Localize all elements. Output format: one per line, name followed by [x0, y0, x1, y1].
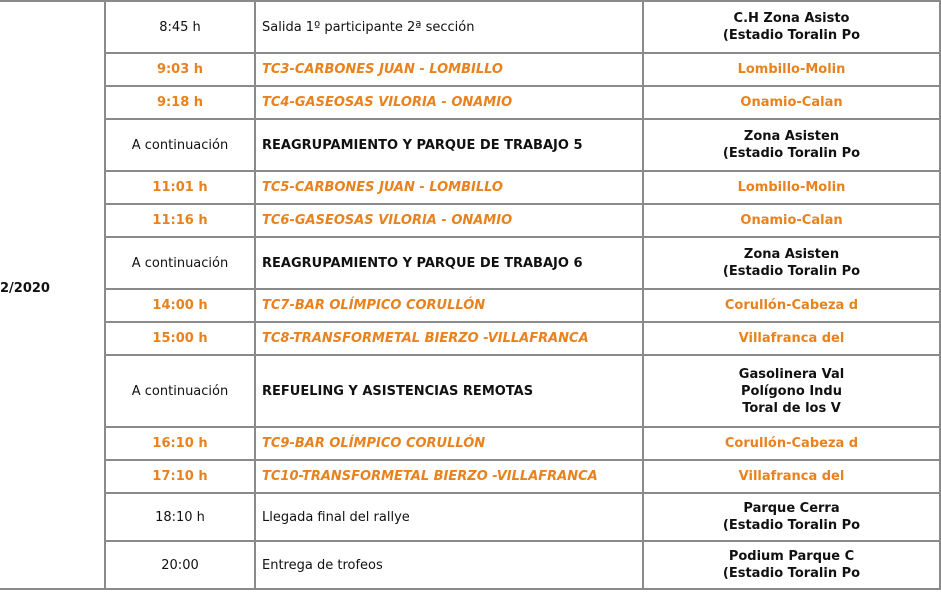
event-cell: TC3-CARBONES JUAN - LOMBILLO	[255, 53, 643, 86]
time-cell: 11:01 h	[105, 171, 255, 204]
schedule-row	[0, 53, 940, 86]
location-cell	[643, 53, 940, 86]
schedule-row	[0, 1, 940, 53]
event-cell: TC4-GASEOSAS VILORIA - ONAMIO	[255, 86, 643, 119]
schedule-row	[0, 322, 940, 355]
schedule-row	[0, 460, 940, 493]
schedule-row	[0, 86, 940, 119]
location-line: Villafranca del	[738, 469, 845, 484]
location-line: Parque Cerra	[743, 501, 840, 516]
location-line: Onamio-Calan	[740, 213, 843, 228]
time-cell: 9:18 h	[105, 86, 255, 119]
location-line: Zona Asisten	[743, 129, 840, 144]
schedule-row	[0, 237, 940, 289]
schedule-row	[0, 289, 940, 322]
schedule-row	[0, 541, 940, 589]
event-cell: TC7-BAR OLÍMPICO CORULLÓN	[255, 289, 643, 322]
location-line: (Estadio Toralin Po	[722, 264, 861, 279]
location-line: Lombillo-Molin	[737, 62, 846, 77]
event-cell: Llegada final del rallye	[255, 493, 643, 541]
location-cell	[643, 541, 940, 589]
location-cell	[643, 289, 940, 322]
location-line: Gasolinera Val	[738, 366, 845, 382]
schedule-row	[0, 119, 940, 171]
schedule-body	[0, 1, 940, 589]
time-cell: A continuación	[105, 237, 255, 289]
location-line: (Estadio Toralin Po	[722, 146, 861, 161]
location-cell	[643, 171, 940, 204]
event-cell: TC5-CARBONES JUAN - LOMBILLO	[255, 171, 643, 204]
location-cell	[643, 460, 940, 493]
location-line: Podium Parque C	[728, 549, 855, 564]
date-label: 2/2020	[0, 281, 50, 296]
location-cell	[643, 427, 940, 460]
location-cell	[643, 237, 940, 289]
location-line: Corullón-Cabeza d	[724, 298, 859, 313]
location-cell	[643, 355, 940, 427]
time-cell: A continuación	[105, 119, 255, 171]
time-cell: 16:10 h	[105, 427, 255, 460]
schedule-row	[0, 171, 940, 204]
time-cell: 14:00 h	[105, 289, 255, 322]
event-cell: TC6-GASEOSAS VILORIA - ONAMIO	[255, 204, 643, 237]
location-line: Lombillo-Molin	[737, 180, 846, 195]
time-cell: 8:45 h	[105, 1, 255, 53]
location-cell	[643, 322, 940, 355]
location-line: (Estadio Toralin Po	[722, 28, 861, 43]
location-line: (Estadio Toralin Po	[722, 518, 861, 533]
location-line: Villafranca del	[738, 331, 845, 346]
location-cell	[643, 204, 940, 237]
schedule-row	[0, 427, 940, 460]
location-line: Zona Asisten	[743, 247, 840, 262]
schedule-row	[0, 204, 940, 237]
location-cell	[643, 493, 940, 541]
event-cell: TC9-BAR OLÍMPICO CORULLÓN	[255, 427, 643, 460]
time-cell: 18:10 h	[105, 493, 255, 541]
time-cell: A continuación	[105, 355, 255, 427]
location-line: C.H Zona Asisto	[733, 11, 850, 26]
time-cell: 15:00 h	[105, 322, 255, 355]
time-cell: 20:00	[105, 541, 255, 589]
location-cell	[643, 119, 940, 171]
location-line: Onamio-Calan	[740, 95, 843, 110]
location-cell	[643, 1, 940, 53]
event-cell: Entrega de trofeos	[255, 541, 643, 589]
event-cell: REAGRUPAMIENTO Y PARQUE DE TRABAJO 6	[255, 237, 643, 289]
time-cell: 11:16 h	[105, 204, 255, 237]
location-cell	[643, 86, 940, 119]
time-cell: 9:03 h	[105, 53, 255, 86]
event-cell: Salida 1º participante 2ª sección	[255, 1, 643, 53]
event-cell: REFUELING Y ASISTENCIAS REMOTAS	[255, 355, 643, 427]
event-cell: TC8-TRANSFORMETAL BIERZO -VILLAFRANCA	[255, 322, 643, 355]
location-line: (Estadio Toralin Po	[722, 566, 861, 581]
schedule-row	[0, 355, 940, 427]
event-cell: REAGRUPAMIENTO Y PARQUE DE TRABAJO 5	[255, 119, 643, 171]
time-cell: 17:10 h	[105, 460, 255, 493]
location-line: Polígono Indu	[741, 383, 842, 399]
location-line: Corullón-Cabeza d	[724, 436, 859, 451]
schedule-row	[0, 493, 940, 541]
location-line: Toral de los V	[742, 400, 841, 416]
event-cell: TC10-TRANSFORMETAL BIERZO -VILLAFRANCA	[255, 460, 643, 493]
date-cell	[0, 1, 105, 589]
